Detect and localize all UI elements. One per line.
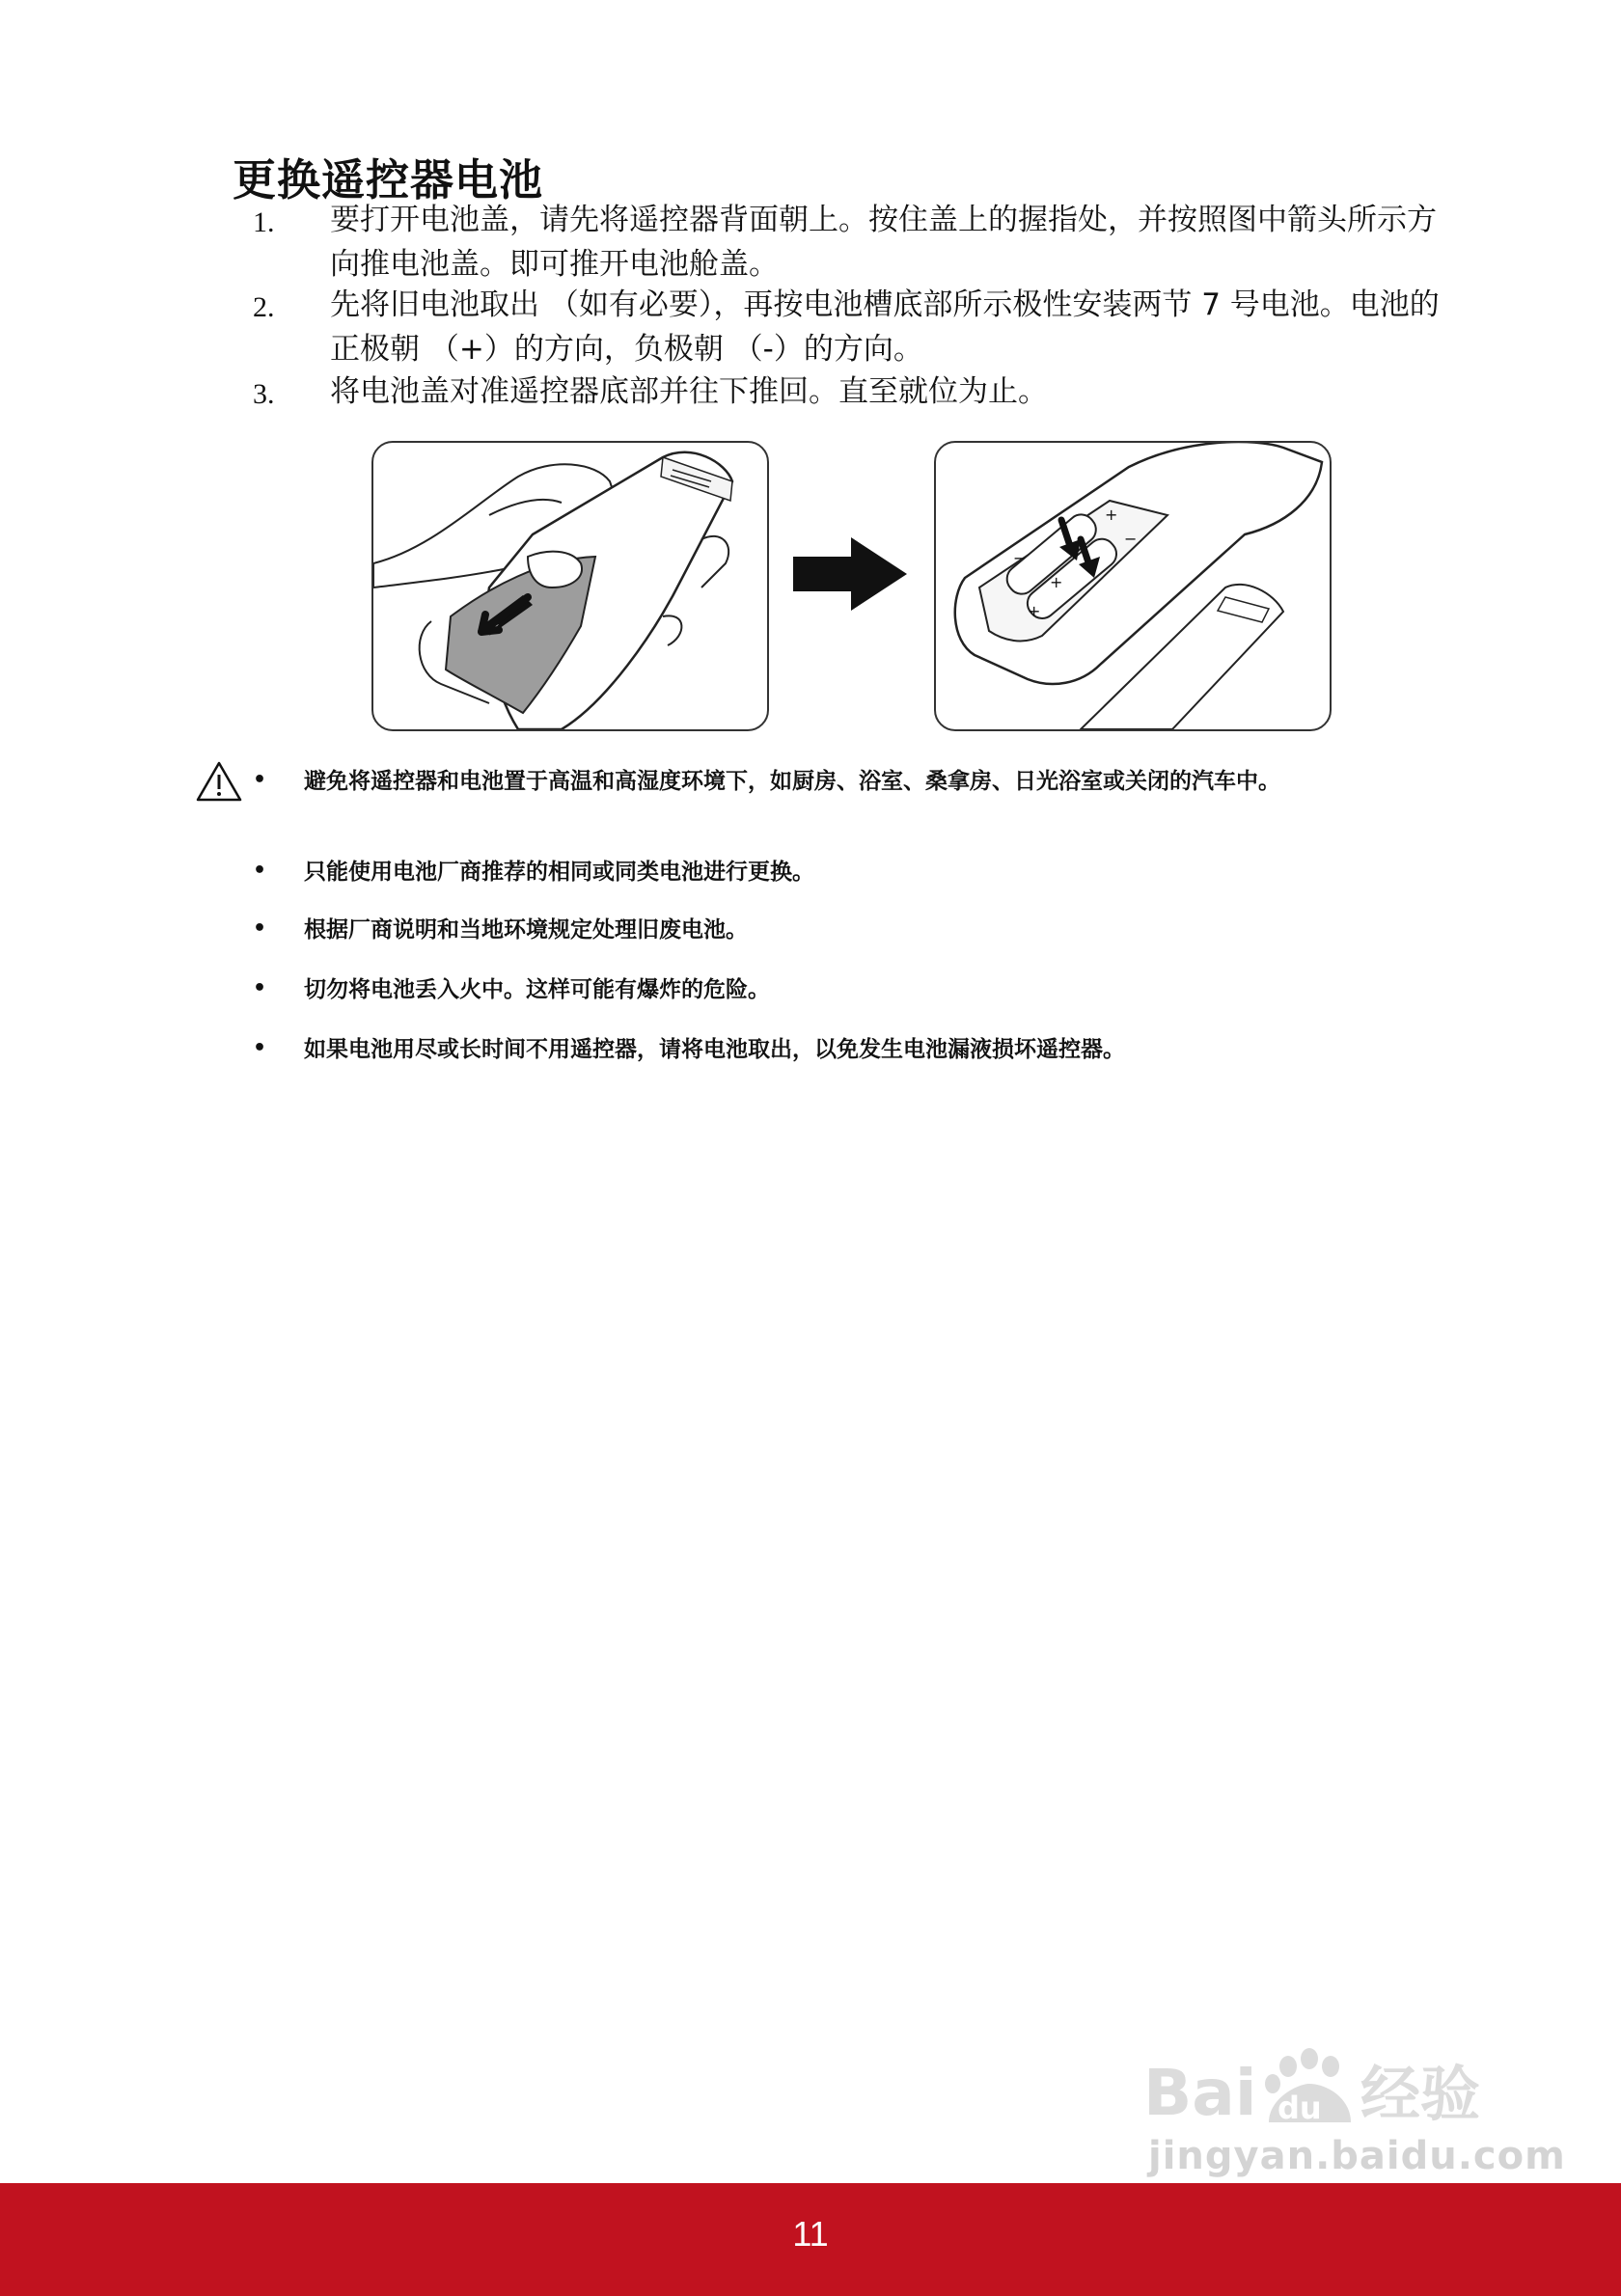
note-4: 切勿将电池丢入火中。这样可能有爆炸的危险。 bbox=[304, 977, 770, 1002]
page-number: 11 bbox=[792, 2214, 829, 2254]
watermark-url: jingyan.baidu.com bbox=[1148, 2134, 1566, 2178]
svg-text:du: du bbox=[1278, 2090, 1322, 2126]
warning-icon bbox=[196, 760, 242, 803]
minus-mark-2: − bbox=[1124, 530, 1138, 548]
bullet: • bbox=[253, 768, 267, 792]
bullet: • bbox=[253, 916, 267, 941]
baidu-watermark-logo bbox=[1143, 2045, 1520, 2132]
bullet: • bbox=[253, 859, 267, 883]
note-3: 根据厂商说明和当地环境规定处理旧废电池。 bbox=[304, 917, 748, 943]
step-1-text: 要打开电池盖，请先将遥控器背面朝上。按住盖上的握指处，并按照图中箭头所示方向推电池盖。即可推开电池舱盖。 bbox=[330, 203, 1437, 282]
svg-text:经验: 经验 bbox=[1360, 2059, 1481, 2129]
figure-open-cover bbox=[371, 441, 769, 731]
note-5: 如果电池用尽或长时间不用遥控器，请将电池取出，以免发生电池漏液损坏遥控器。 bbox=[304, 1037, 1125, 1062]
bullet: • bbox=[253, 976, 267, 1000]
step-2-text: 先将旧电池取出 （如有必要），再按电池槽底部所示极性安装两节 7 号电池。电池的正极朝 （+）的方向，负极朝 （-）的方向。 bbox=[330, 287, 1440, 367]
page-title: 更换遥控器电池 bbox=[233, 154, 544, 205]
step-3-number: 3. bbox=[253, 378, 275, 410]
plus-mark-3: + bbox=[1028, 602, 1041, 620]
note-2: 只能使用电池厂商推荐的相同或同类电池进行更换。 bbox=[304, 860, 814, 885]
step-3-text: 将电池盖对准遥控器底部并往下推回。直至就位为止。 bbox=[330, 374, 1048, 409]
plus-mark-2: + bbox=[1105, 506, 1118, 524]
step-2-number: 2. bbox=[253, 291, 275, 323]
figure-insert-batteries bbox=[934, 441, 1332, 731]
note-1: 避免将遥控器和电池置于高温和高湿度环境下，如厨房、浴室、桑拿房、日光浴室或关闭的汽车中。 bbox=[304, 769, 1280, 794]
remote-open-illustration bbox=[373, 443, 767, 729]
svg-text:Bai: Bai bbox=[1143, 2056, 1257, 2130]
plus-mark-1: + bbox=[1050, 573, 1063, 591]
remote-batteries-illustration bbox=[936, 443, 1330, 729]
right-arrow-icon bbox=[791, 535, 909, 613]
minus-mark-1: − bbox=[1013, 549, 1027, 567]
step-1-number: 1. bbox=[253, 206, 275, 238]
bullet: • bbox=[253, 1036, 267, 1060]
